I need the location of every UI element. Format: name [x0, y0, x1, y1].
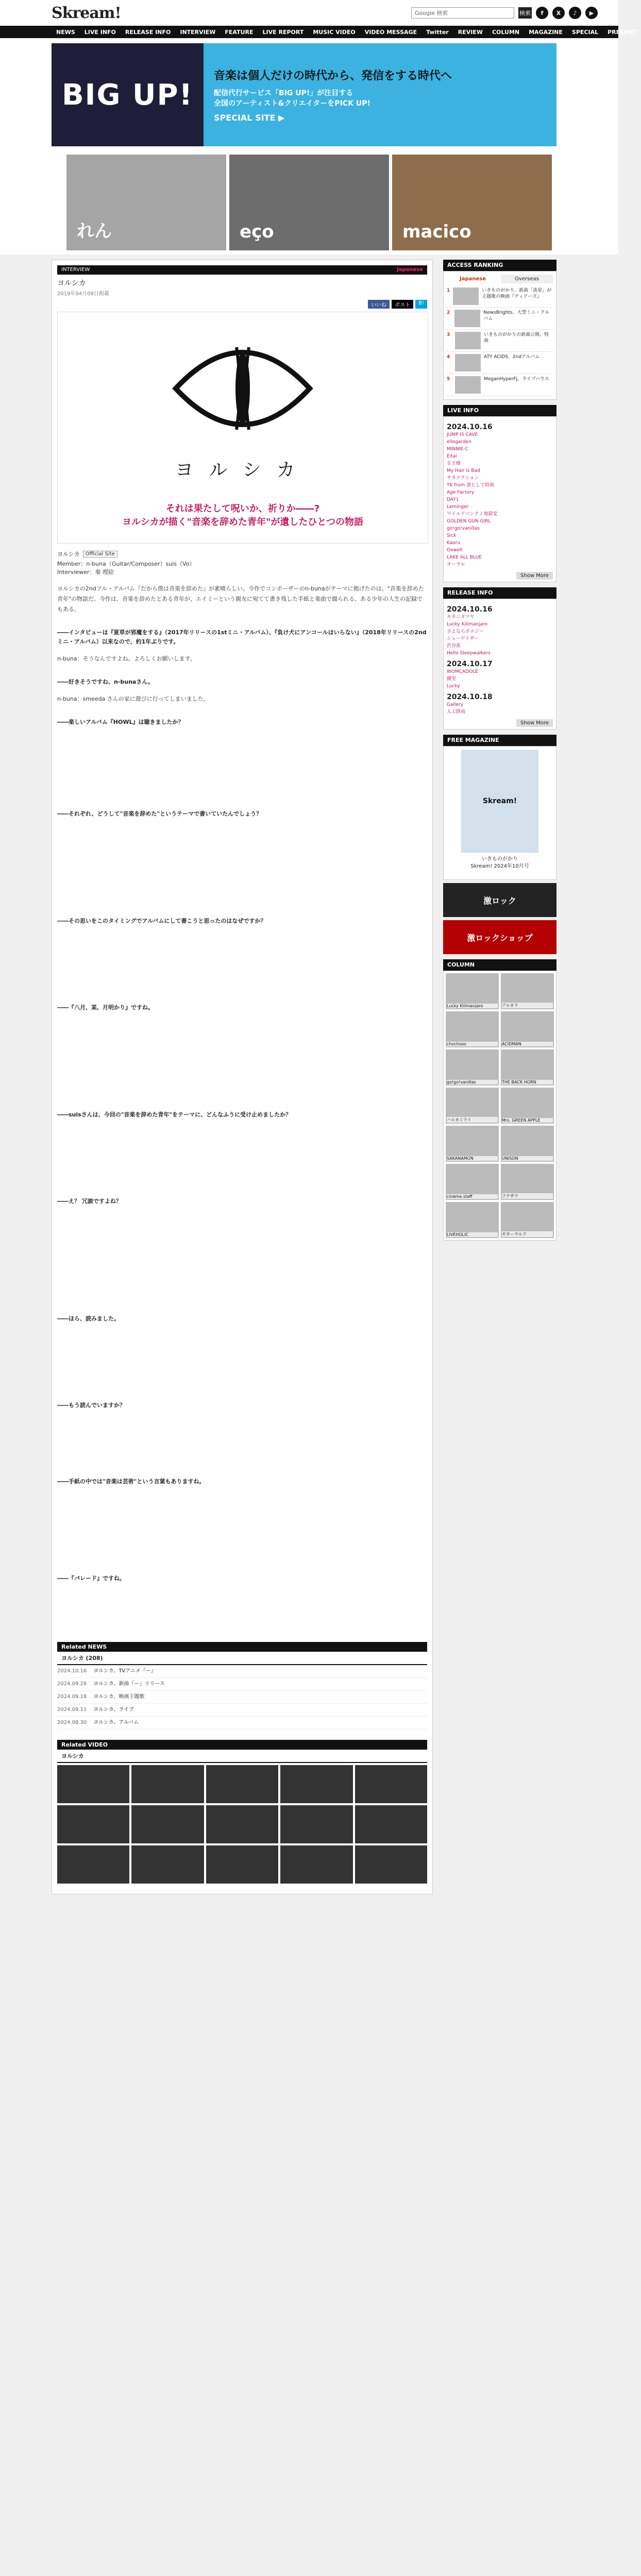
video-thumb[interactable]: [280, 1845, 352, 1884]
live-item[interactable]: ワイルドバンチ / 地獄変: [447, 512, 498, 517]
column-grid: [443, 971, 556, 1241]
artist-name: macico: [402, 222, 471, 242]
related-news-item[interactable]: [57, 1717, 427, 1730]
question: ――ほら、読みました。: [57, 1315, 120, 1322]
related-news-head: Related NEWS: [57, 1642, 427, 1652]
live-item[interactable]: Sick: [447, 533, 457, 538]
banner-sub1: 配信代行サービス「BIG UP!」が注目する: [214, 89, 353, 97]
eye-logo-icon: [165, 327, 320, 450]
ad-gekirock[interactable]: 激ロック: [443, 883, 556, 917]
release-item[interactable]: シューゲイザー: [447, 636, 479, 641]
question: ――それぞれ、どうして"音楽を辞めた"というテーマで書いていたんでしょう？: [57, 810, 262, 817]
rank-number: 1: [447, 288, 450, 293]
x-icon[interactable]: X: [552, 7, 565, 19]
release-item[interactable]: Gallery: [447, 702, 464, 707]
ranking-thumb: [455, 376, 481, 394]
search-button[interactable]: 検索: [518, 7, 532, 19]
magazine-artist: いきものがかり: [481, 856, 518, 862]
like-button[interactable]: いいね: [368, 300, 390, 309]
column-card[interactable]: [501, 1088, 554, 1124]
answer-block: [57, 1331, 427, 1387]
artist-name: eço: [240, 222, 274, 242]
column-card[interactable]: [446, 1202, 499, 1238]
column-label: ACIDMAN: [502, 1042, 553, 1046]
artist-name: れん: [77, 221, 112, 242]
live-info-box: [443, 416, 556, 582]
release-info-box: [443, 599, 556, 730]
news-title[interactable]: ヨルシカ、アルバム: [93, 1720, 139, 1725]
release-item[interactable]: WOMCADOLE: [447, 669, 478, 674]
banner-text: [204, 67, 462, 123]
ranking-thumb: [455, 332, 481, 349]
article-date: 2019年04月09日掲載: [57, 291, 109, 297]
banner-inner: [52, 43, 556, 146]
post-button[interactable]: ポスト: [392, 300, 413, 309]
news-date: 2024.09.18: [57, 1694, 87, 1700]
hero-image: [57, 312, 428, 544]
content-wrap: [0, 260, 618, 1894]
nav-feature[interactable]: FEATURE: [225, 28, 254, 36]
ranking-item[interactable]: [447, 308, 553, 330]
release-item[interactable]: Lucky: [447, 684, 460, 689]
news-title[interactable]: ヨルシカ、TVアニメ『ー』: [93, 1668, 156, 1674]
article-title: ヨルシカ: [57, 279, 86, 287]
release-date: 2024.10.17: [447, 660, 493, 668]
facebook-icon[interactable]: f: [536, 7, 548, 19]
answer-block: [57, 1494, 427, 1561]
video-thumb[interactable]: [280, 1765, 352, 1803]
related-news-item[interactable]: [57, 1665, 427, 1678]
ranking-head: ACCESS RANKING: [443, 260, 556, 271]
column-label: UNISON: [502, 1156, 553, 1161]
banner-sub2: 全国のアーティスト&クリエイターをPICK UP!: [214, 99, 370, 108]
news-date: 2024.09.26: [57, 1681, 87, 1687]
release-info-head: RELEASE INFO: [443, 587, 556, 599]
tab-japanese[interactable]: Japanese: [447, 275, 499, 283]
ranking-box: [443, 271, 556, 400]
news-date: 2024.10.16: [57, 1668, 87, 1674]
question: ――『パレード』ですね。: [57, 1575, 125, 1582]
column-label: Mrs. GREEN APPLE: [502, 1118, 553, 1123]
question: ――手紙の中では"音楽は芸術"という言葉もありますね。: [57, 1478, 205, 1485]
news-date: 2024.09.11: [57, 1707, 87, 1713]
column-label: go!go!vanillas: [447, 1080, 498, 1084]
related-video-head: Related VIDEO: [57, 1740, 427, 1750]
tab-overseas[interactable]: Overseas: [501, 275, 553, 283]
live-item[interactable]: Age Factory: [447, 490, 475, 495]
ranking-item[interactable]: [447, 285, 553, 308]
ranking-item[interactable]: [447, 330, 553, 352]
release-show-more: [447, 719, 553, 726]
release-item[interactable]: Hello Sleepwalkers: [447, 651, 491, 656]
video-thumb[interactable]: [206, 1845, 278, 1884]
answer-block: [57, 1417, 427, 1464]
live-item[interactable]: JUMP IS CAVE: [447, 432, 478, 437]
rank-number: 5: [447, 377, 450, 382]
question: ――インタビューは『夏草が邪魔をする』（2017年リリースの1stミニ・アルバム）、『負け犬にアンコールはいらない』（2018年リリースの2ndミニ・アルバム）以来なので、約1年ぶりです。: [57, 629, 427, 645]
column-label: ギターウルフ: [502, 1231, 553, 1237]
video-thumb[interactable]: [57, 1845, 129, 1884]
live-item[interactable]: オーラル: [447, 562, 465, 567]
ranking-tabs: [447, 275, 553, 283]
category: INTERVIEW: [61, 267, 90, 273]
column-label: THE BACK HORN: [502, 1080, 553, 1084]
show-more-button[interactable]: Show More: [516, 719, 553, 727]
column-card[interactable]: [446, 973, 499, 1009]
lead-paragraph: ヨルシカの2ndフル・アルバム『だから僕は音楽を辞めた』が素晴らしい。今作でコンポーザーのn-bunaがテーマに掲げたのは、"音楽を辞めた青年"の物語だ。今作は、音楽を辞めたとある青年が、エイミーという親友に宛てて書き残した手紙と楽曲で綴られる、ある少年の人生の記録でもある。: [57, 585, 424, 613]
question: ――え？ 冗談ですよね？: [57, 1198, 122, 1205]
artist-name: ヨルシカ: [57, 551, 80, 557]
question: ――suisさんは、今回の"音楽を辞めた青年"をテーマに、どんなふうに受け止めましたか？: [57, 1111, 292, 1118]
ranking-text[interactable]: いきものがかり、新曲「流星」が主題歌の映画『ティアーズ』: [482, 288, 552, 299]
banner-cta[interactable]: SPECIAL SITE ▶: [214, 113, 285, 123]
column-label: ハルカミライ: [447, 1117, 498, 1123]
ranking-thumb: [453, 287, 479, 305]
nav-release-info[interactable]: RELEASE INFO: [125, 28, 171, 36]
live-show-more: [447, 571, 553, 579]
column-label: cinema staff: [447, 1194, 498, 1199]
article: [52, 260, 433, 1894]
column-label: Lucky Kilimanjaro: [447, 1004, 498, 1008]
release-list: [447, 701, 553, 716]
hero-kana: ヨルシカ: [175, 459, 311, 481]
question: ――その思いをこのタイミングでアルバムにして書こうと思ったのはなぜですか？: [57, 918, 266, 924]
answer-block: [57, 933, 427, 990]
related-video: [57, 1740, 427, 1884]
column-card[interactable]: [501, 973, 554, 1009]
ranking-item[interactable]: [447, 374, 553, 396]
magazine-issue: Skream! 2024年10月号: [470, 863, 529, 869]
ranking-text[interactable]: NewsBrights、大型ミニ・アルバム: [483, 310, 550, 321]
column-head: COLUMN: [443, 959, 556, 971]
answer-block: [57, 826, 427, 903]
question: ――もう読んでいますか？: [57, 1402, 125, 1409]
rank-number: 4: [447, 354, 450, 360]
release-list: [447, 614, 553, 657]
nav-news[interactable]: NEWS: [56, 28, 75, 36]
column-card[interactable]: [446, 1164, 499, 1200]
column-card[interactable]: [446, 1126, 499, 1162]
ranking-item[interactable]: [447, 352, 553, 374]
video-thumb[interactable]: [280, 1805, 352, 1843]
column-card[interactable]: [501, 1202, 554, 1238]
ranking-thumb: [454, 310, 480, 327]
video-thumb[interactable]: [57, 1805, 129, 1843]
rank-number: 2: [447, 310, 450, 315]
answer: n-buna：そうなんですよね。よろしくお願いします。: [57, 655, 196, 662]
nav-interview[interactable]: INTERVIEW: [180, 28, 216, 36]
ranking-thumb: [455, 354, 481, 371]
live-item[interactable]: Kaoru: [447, 540, 461, 546]
hero-tagline: [122, 502, 363, 529]
share-row: [57, 300, 427, 309]
artist-card[interactable]: [229, 155, 389, 250]
release-item[interactable]: キタニタツヤ: [447, 615, 475, 620]
column-card[interactable]: [501, 1126, 554, 1162]
live-item[interactable]: GOLDEN GUN GIRL: [447, 519, 491, 524]
nav-live-info[interactable]: LIVE INFO: [84, 28, 116, 36]
nav-review[interactable]: REVIEW: [458, 28, 483, 36]
column-card[interactable]: [501, 1164, 554, 1200]
news-title[interactable]: ヨルシカ、映画主題歌: [93, 1694, 145, 1700]
nav-live-report[interactable]: LIVE REPORT: [262, 28, 304, 36]
artist-meta: [57, 550, 427, 558]
video-thumb[interactable]: [131, 1805, 204, 1843]
answer-block: [57, 734, 427, 796]
site-logo[interactable]: Skream!: [52, 4, 121, 22]
ranking-text[interactable]: いきものがかりの新曲公開、特典: [483, 332, 549, 344]
release-item[interactable]: Lucky Kilimanjaro: [447, 622, 488, 627]
video-thumb[interactable]: [57, 1765, 129, 1803]
hatena-button[interactable]: B!: [415, 300, 427, 309]
live-info-head: LIVE INFO: [443, 405, 556, 416]
video-thumb[interactable]: [355, 1845, 427, 1884]
header-right: [411, 7, 598, 19]
release-item[interactable]: 人工降雨: [447, 709, 466, 715]
live-list: [447, 431, 553, 568]
rank-number: 3: [447, 332, 450, 337]
column-label: chochoxo: [447, 1042, 498, 1046]
hero-tagline-2: ヨルシカが描く"音楽を辞めた青年"が遺したひとつの物語: [122, 516, 363, 528]
release-date: 2024.10.16: [447, 605, 493, 614]
related-news-item[interactable]: [57, 1678, 427, 1691]
column-card[interactable]: [446, 1049, 499, 1086]
video-thumb[interactable]: [206, 1765, 278, 1803]
related-video-tab[interactable]: ヨルシカ: [57, 1750, 427, 1763]
video-thumb[interactable]: [355, 1765, 427, 1803]
column-label: SAKANAMON: [447, 1156, 498, 1161]
column-label: LIVEHOLIC: [447, 1232, 498, 1237]
live-item[interactable]: Eitai: [447, 454, 457, 459]
release-date: 2024.10.18: [447, 693, 493, 701]
ranking-text[interactable]: ATY ACIDS、2ndアルバム: [484, 354, 540, 360]
live-item[interactable]: MINNIE-C: [447, 447, 468, 452]
member-line: Member：n-buna（Guitar/Composer）suis（Vo）: [57, 561, 195, 567]
column-label: フクザワ: [502, 1193, 553, 1199]
sidebar: [443, 260, 556, 1894]
column-card[interactable]: [446, 1088, 499, 1124]
news-date: 2024.08.30: [57, 1720, 87, 1725]
nav-twitter[interactable]: Twitter: [426, 28, 449, 36]
live-item[interactable]: 女王蜂: [447, 461, 461, 466]
tiktok-icon[interactable]: ♪: [569, 7, 581, 19]
ad-gekirock-shop[interactable]: 激ロックショップ: [443, 920, 556, 954]
release-list: [447, 668, 553, 690]
video-grid: [57, 1765, 427, 1884]
answer-block: [57, 1590, 427, 1621]
live-item[interactable]: My Hair is Bad: [447, 468, 480, 473]
release-item[interactable]: さよならポエジー: [447, 629, 484, 634]
category-bar: [57, 265, 427, 275]
live-item[interactable]: LAKE ALL BLUE: [447, 555, 482, 560]
live-item[interactable]: Leminger: [447, 504, 469, 510]
interviewer-line: Interviewer：秦 理絵: [57, 569, 114, 575]
answer-block: [57, 1213, 427, 1301]
question: ――楽しいアルバム『HOWL』は聴きましたか？: [57, 719, 184, 725]
hero-tagline-1: それは果たして呪いか、祈りか――?: [165, 503, 320, 514]
video-thumb[interactable]: [206, 1805, 278, 1843]
artist-strip: [0, 151, 618, 255]
header: [0, 0, 618, 26]
video-thumb[interactable]: [355, 1805, 427, 1843]
magazine-caption: [470, 856, 529, 870]
related-news-item[interactable]: [57, 1691, 427, 1704]
magazine-cover[interactable]: Skream!: [461, 750, 538, 853]
answer-block: [57, 1020, 427, 1097]
global-nav: [0, 26, 637, 38]
nav-music-video[interactable]: MUSIC VIDEO: [313, 28, 356, 36]
youtube-icon[interactable]: ▶: [585, 7, 598, 19]
column-card[interactable]: [446, 1011, 499, 1047]
nav-video-message[interactable]: VIDEO MESSAGE: [364, 28, 417, 36]
column-label: アルカラ: [502, 1003, 553, 1008]
live-item[interactable]: サカナクション: [447, 476, 479, 481]
free-magazine-head: FREE MAGAZINE: [443, 735, 556, 746]
live-item[interactable]: go!go!vanillas: [447, 526, 480, 531]
nav-special[interactable]: SPECIAL: [571, 28, 599, 36]
related-news-item[interactable]: [57, 1704, 427, 1717]
bigup-banner[interactable]: [0, 38, 618, 151]
release-item[interactable]: 渋谷系: [447, 643, 461, 649]
search-input[interactable]: Google 検索: [411, 7, 514, 19]
news-title[interactable]: ヨルシカ、ライブ: [93, 1707, 134, 1713]
category-label: Japanese: [396, 267, 423, 273]
live-date: 2024.10.16: [447, 423, 493, 431]
answer: n-buna：smeeda さんの家に遊びに行ってしまいました。: [57, 696, 209, 702]
related-news: [57, 1642, 427, 1730]
nav-present[interactable]: PRESENT: [608, 28, 637, 36]
show-more-button[interactable]: Show More: [516, 572, 553, 580]
official-site-link[interactable]: Official Site: [83, 551, 117, 557]
banner-headline: 音楽は個人だけの時代から、発信をする時代へ: [214, 70, 452, 82]
free-magazine-box[interactable]: [443, 746, 556, 880]
column-card[interactable]: [501, 1011, 554, 1047]
live-item[interactable]: ellegarden: [447, 439, 471, 445]
banner-logo: BIG UP!: [52, 43, 204, 146]
answer-block: [57, 1127, 427, 1183]
live-item[interactable]: Oxwell: [447, 548, 463, 553]
artist-card[interactable]: [66, 155, 226, 250]
artist-card[interactable]: [392, 155, 552, 250]
live-item[interactable]: TK from 凛として時雨: [447, 483, 495, 488]
related-news-tab[interactable]: ヨルシカ (208): [57, 1652, 427, 1665]
release-item[interactable]: 優里: [447, 676, 457, 682]
question: ――好きそうですね、n-bunaさん。: [57, 679, 154, 685]
live-item[interactable]: DAY1: [447, 497, 459, 502]
video-thumb[interactable]: [131, 1845, 204, 1884]
column-card[interactable]: [501, 1049, 554, 1086]
nav-column[interactable]: COLUMN: [492, 28, 520, 36]
ranking-text[interactable]: MeganHyperFJ、ライブハウス: [484, 377, 549, 382]
question: ――『八月、某、月明かり』ですね。: [57, 1004, 154, 1011]
video-thumb[interactable]: [131, 1765, 204, 1803]
nav-magazine[interactable]: MAGAZINE: [529, 28, 563, 36]
news-title[interactable]: ヨルシカ、新曲『ー』リリース: [93, 1681, 165, 1687]
